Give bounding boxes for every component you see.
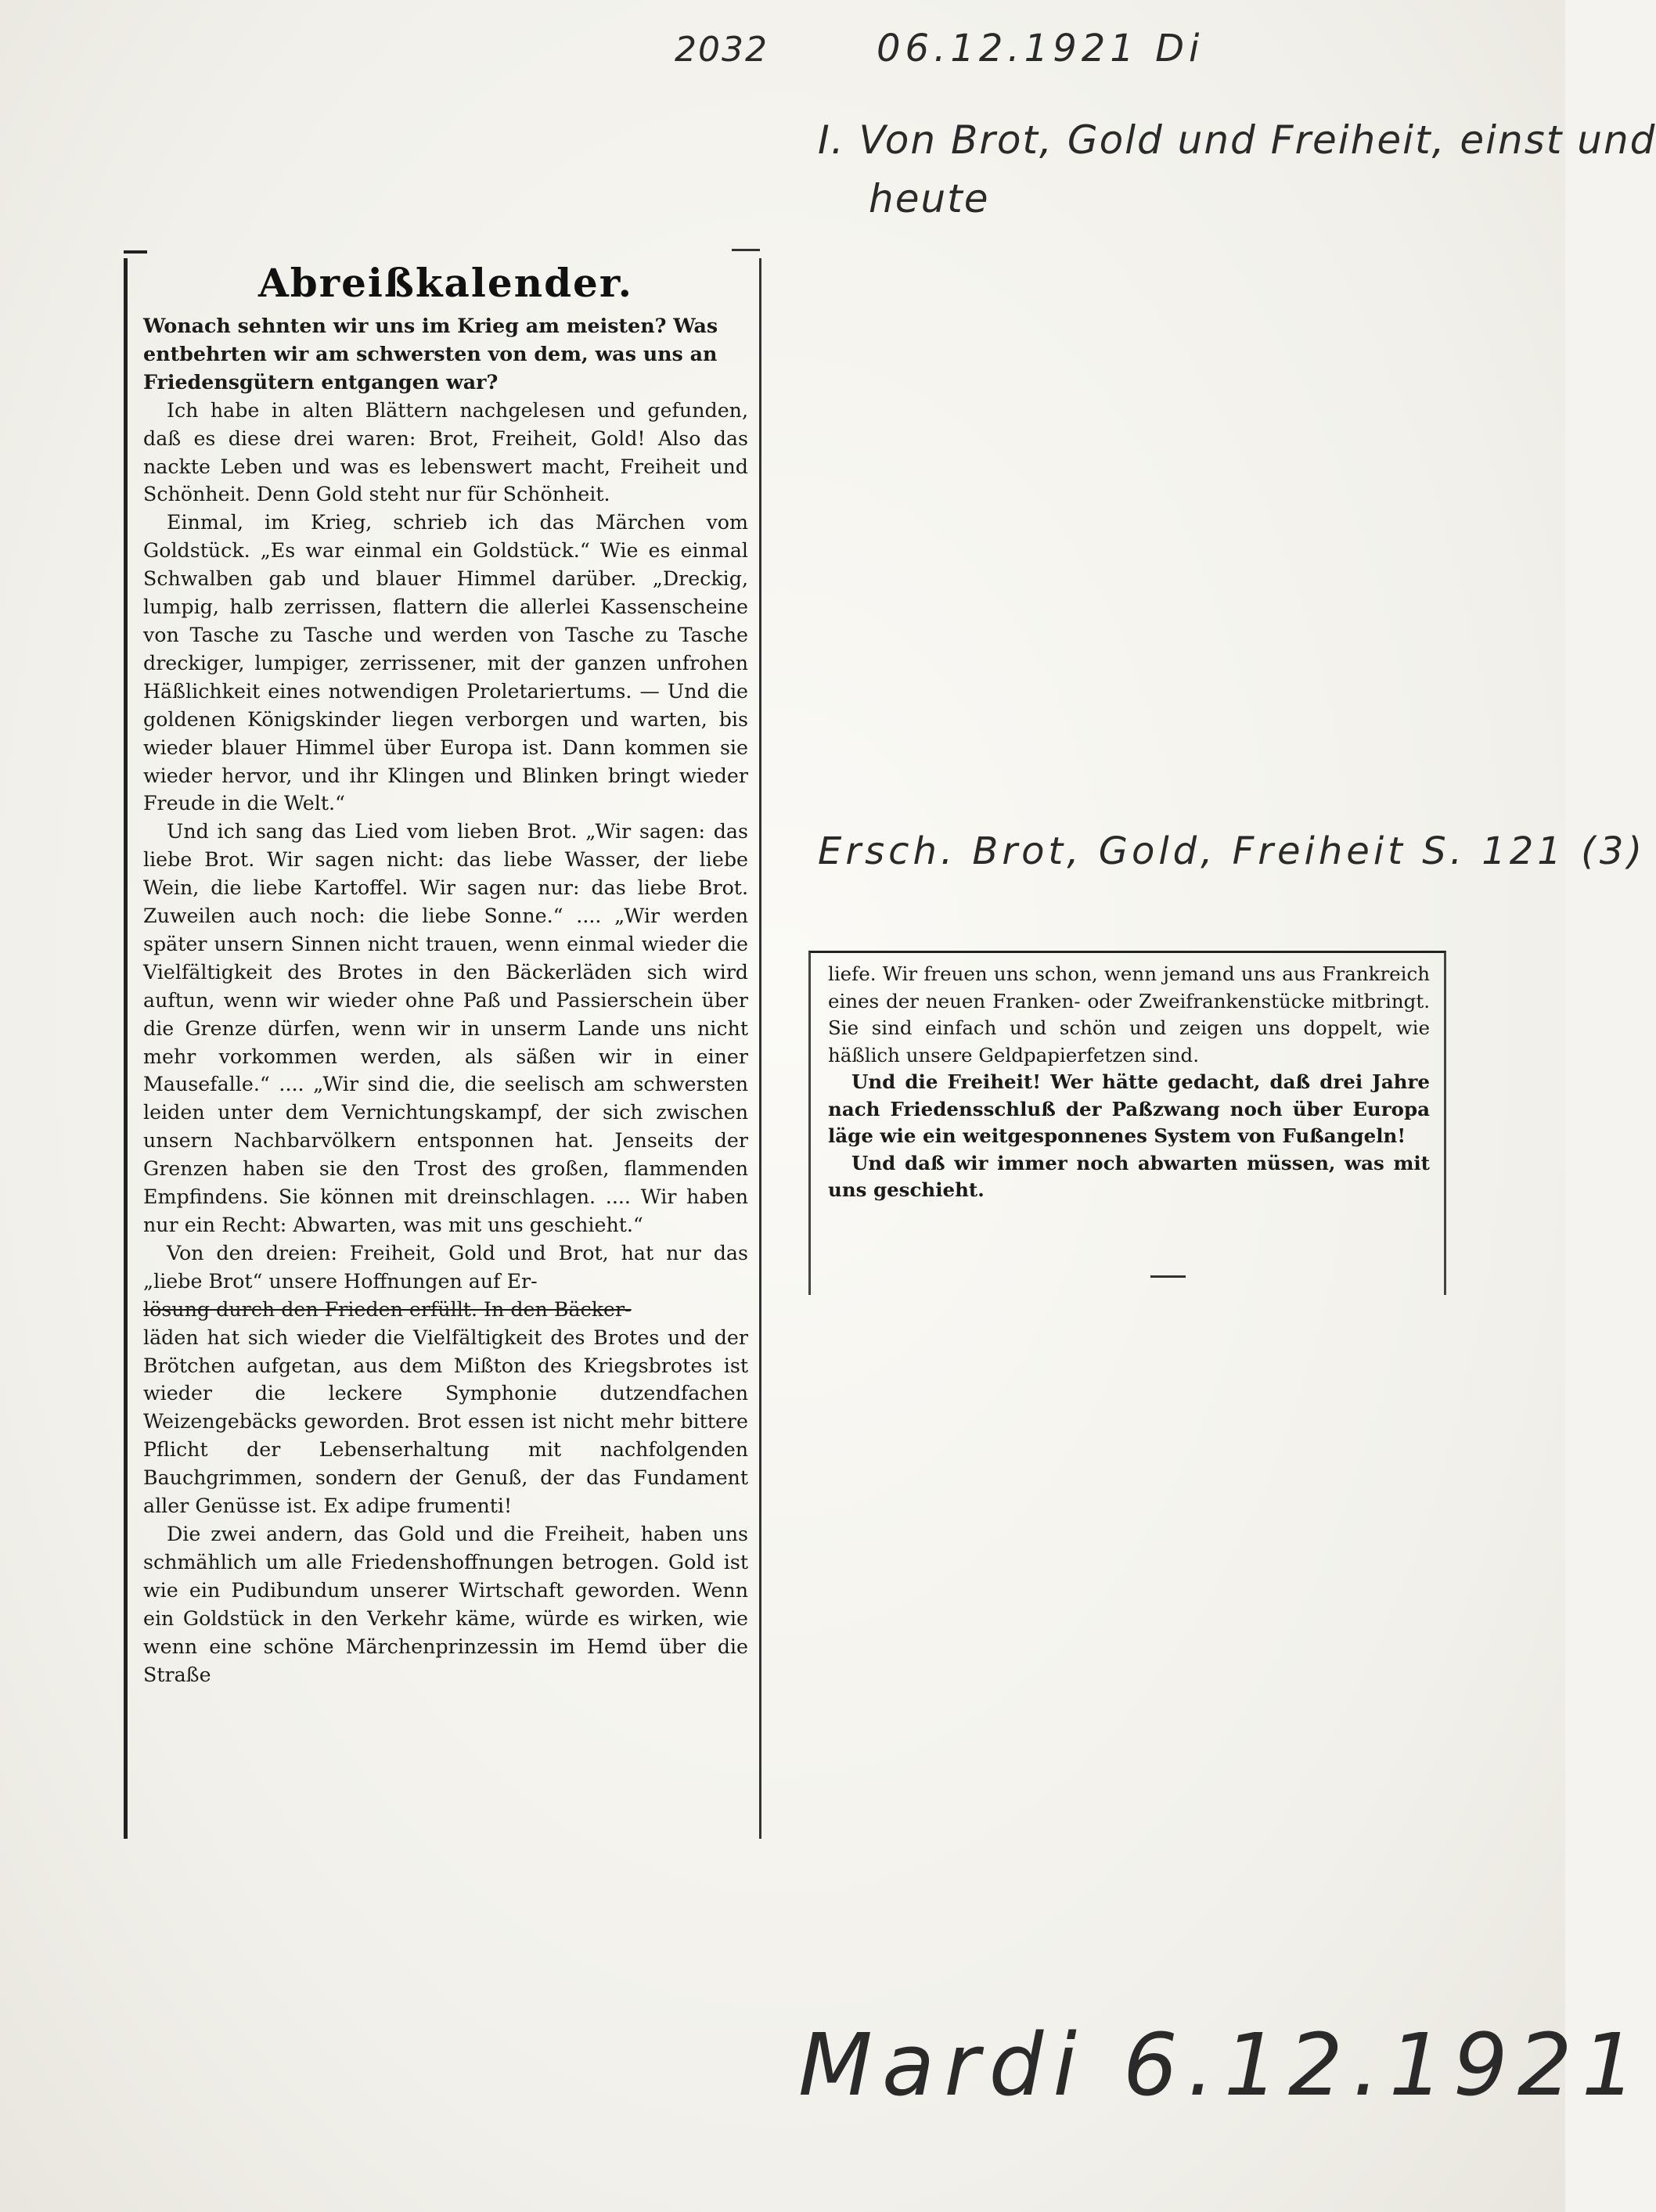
article-paragraph: Einmal, im Krieg, schrieb ich das Märchen vom Goldstück. „Es war einmal ein Goldstück.“ Wie es einmal Schwalben gab und blauer Himmel darüber. „Dreckig, lumpig, halb zerrissen, flattern die allerlei Kassenscheine von Tasche zu Tasche und werden von Tasche zu Tasche dreckiger, lumpiger, zerrissener, mit der ganzen unfrohen Häßlichkeit eines notwendigen Proletariertums. — Und die goldenen Königskinder liegen verborgen und warten, bis wieder blauer Himmel über Europa ist. Dann kommen sie wieder hervor, und ihr Klingen und Blinken bringt wieder Freude in die Welt.“ [143,511,748,815]
clipping-corner-mark [124,250,147,254]
handwritten-date-code: 06.12.1921 Di [877,27,1204,70]
handwritten-archive-number: 2032 [675,30,769,70]
handwritten-topic-line-2: heute [869,176,990,221]
newspaper-clipping-right-column [808,951,1446,1295]
handwritten-reference-note: Ersch. Brot, Gold, Freiheit S. 121 (3) [818,829,1647,873]
newspaper-clipping-left-column [124,258,761,1839]
article-paragraph: Wonach sehnten wir uns im Krieg am meisten? Was entbehrten wir am schwersten von dem, was uns an Friedensgütern entgangen war? [143,314,718,394]
article-paragraph: Von den dreien: Freiheit, Gold und Brot, hat nur das „liebe Brot“ unsere Hoffnungen auf Er- [143,1241,748,1293]
article-paragraph: Und die Freiheit! Wer hätte gedacht, daß drei Jahre nach Friedensschluß der Paßzwang noch über Europa läge wie ein weitgesponnenes System von Fußangeln! [828,1070,1430,1147]
handwritten-footer-date: Mardi 6.12.1921 [798,2015,1646,2115]
article-headline: Abreißkalender. [257,260,634,306]
article-paragraph: Die zwei andern, das Gold und die Freiheit, haben uns schmählich um alle Friedenshoffnungen betrogen. Gold ist wie ein Pudibundum unserer Wirtschaft geworden. Wenn ein Goldstück in den Verkehr käme, würde es wirken, wie wenn eine schöne Märchenprinzessin im Hemd über die Straße [143,1522,748,1686]
article-paragraph: läden hat sich wieder die Vielfältigkeit des Brotes und der Brötchen aufgetan, aus dem Mißton des Kriegsbrotes ist wieder die leckere Symphonie dutzendfachen Weizengebäcks geworden. Brot essen ist nicht mehr bittere Pflicht der Lebenserhaltung mit nachfolgenden Bauchgrimmen, sondern der Genuß, der das Fundament aller Genüsse ist. Ex adipe frumenti! [143,1325,748,1518]
article-paragraph: Und ich sang das Lied vom lieben Brot. „Wir sagen: das liebe Brot. Wir sagen nicht: das liebe Wasser, der liebe Wein, die liebe Kartoffel. Wir sagen nur: das liebe Brot. Zuweilen auch noch: die liebe Sonne.“ .... „Wir werden später unsern Sinnen nicht trauen, wenn einmal wieder die Vielfältigkeit des Brotes in den Bäckerläden sich wird auftun, wenn wir wieder ohne Paß und Passierschein über die Grenze dürfen, wenn wir in unserm Lande uns nicht mehr vorkommen werden, als säßen wir in einer Mausefalle.“ .... „Wir sind die, die seelisch am schwersten leiden unter dem Vernichtungskampf, der sich zwischen unsern Nachbarvölkern entsponnen hat. Jenseits der Grenzen haben sie den Trost des großen, flammenden Empfindens. Sie können mit dreinschlagen. .... Wir haben nur ein Recht: Abwarten, was mit uns geschieht.“ [143,820,748,1236]
article-struck-line: lösung durch den Frieden erfüllt. In den Bäcker- [143,1297,632,1321]
article-paragraph: Und daß wir immer noch abwarten müssen, was mit uns geschieht. [828,1151,1430,1201]
article-end-rule [1150,1275,1186,1278]
handwritten-topic-line-1: I. Von Brot, Gold und Freiheit, einst und [818,117,1656,163]
pen-dash-mark [732,249,760,251]
article-paragraph: liefe. Wir freuen uns schon, wenn jemand uns aus Frankreich eines der neuen Franken- oder Zweifrankenstücke mitbringt. Sie sind einfach und schön und zeigen uns doppelt, wie häßlich unsere Geldpapierfetzen sind. [828,962,1430,1066]
article-paragraph: Ich habe in alten Blättern nachgelesen und gefunden, daß es diese drei waren: Brot, Freiheit, Gold! Also das nackte Leben und was es lebenswert macht, Freiheit und Schönheit. Denn Gold steht nur für Schönheit. [143,398,748,506]
